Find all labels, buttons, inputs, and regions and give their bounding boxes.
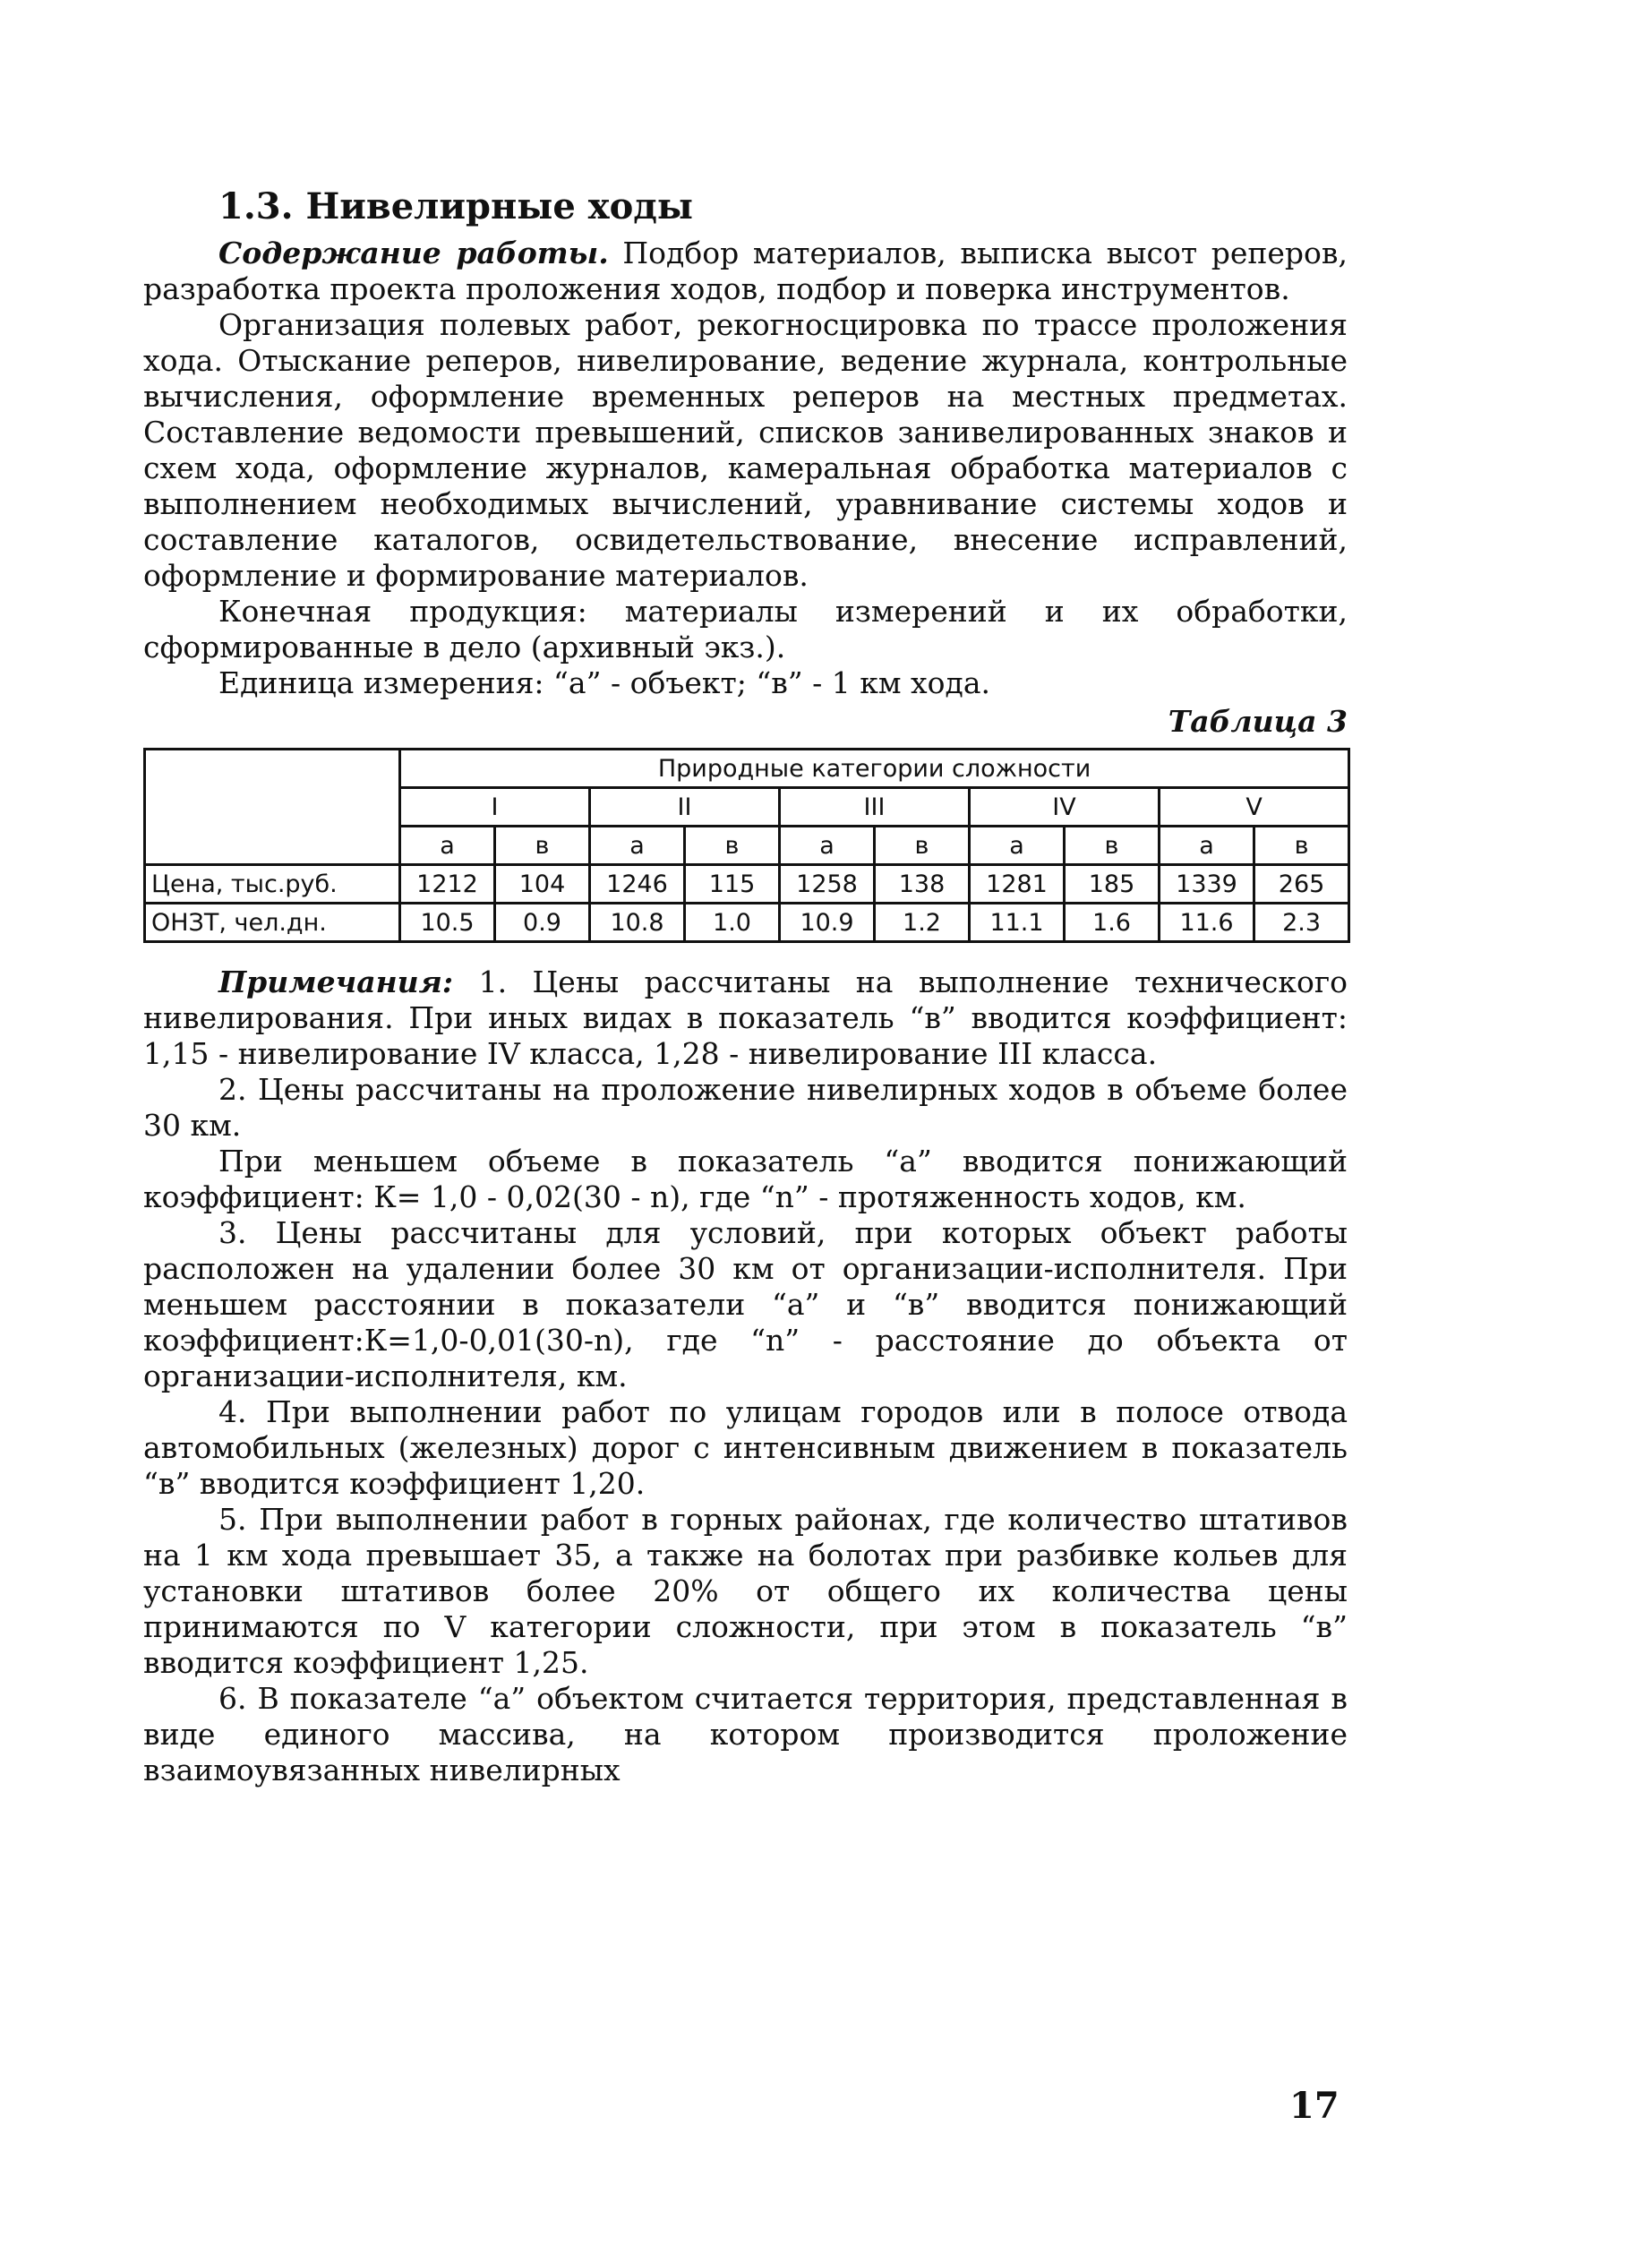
- subheader-cell: в: [685, 827, 780, 865]
- note-4: 4. При выполнении работ по улицам городов или в полосе отвода автомобильных (железных) дорог с интенсивным движением в показатель “в” вводится коэффициент 1,20.: [143, 1394, 1348, 1501]
- subheader-cell: а: [590, 827, 685, 865]
- intro-lead: Содержание работы.: [218, 236, 609, 270]
- table-cell: 1212: [400, 865, 495, 904]
- intro-paragraph-3: Конечная продукция: материалы измерений и их обработки, сформированные в дело (архивный экз.).: [143, 594, 1348, 664]
- section-title: 1.3. Нивелирные ходы: [218, 185, 694, 227]
- subheader-cell: а: [400, 827, 495, 865]
- subheader-cell: в: [1254, 827, 1349, 865]
- subheader-cell: а: [780, 827, 875, 865]
- table-group-header: Природные категории сложности: [400, 750, 1349, 788]
- row-label: Цена, тыс.руб.: [145, 865, 400, 904]
- table-cell: 10.8: [590, 904, 685, 942]
- note-3: 3. Цены рассчитаны для условий, при которых объект работы расположен на удалении более 30 км от организации-исполнителя. При меньшем расстоянии в показатели “а” и “в” вводится понижающий коэффициент:К=1,0-0,01(30-n), где “n” - расстояние до объекта от организации-исполнителя, км.: [143, 1215, 1348, 1393]
- table-cell: 115: [685, 865, 780, 904]
- subheader-cell: в: [1065, 827, 1160, 865]
- intro-paragraph-4: Единица измерения: “а” - объект; “в” - 1 км хода.: [218, 665, 991, 700]
- table-row: [145, 865, 1349, 904]
- table-corner-cell: [145, 750, 400, 865]
- table-cell: 10.5: [400, 904, 495, 942]
- table-cell: 1246: [590, 865, 685, 904]
- table-cell: 1.0: [685, 904, 780, 942]
- price-table: [143, 748, 1350, 943]
- subheader-cell: в: [495, 827, 590, 865]
- intro-paragraph-2: Организация полевых работ, рекогносцировка по трассе проложения хода. Отыскание реперов, нивелирование, ведение журнала, контрольные вычисления, оформление временных реперов на местных предметах. Составление ведомости превышений, списков занивелированных знаков и схем хода, оформление журналов, камеральная обработка материалов с выполнением необходимых вычислений, уравнивание системы ходов и составление каталогов, освидетельствование, внесение исправлений, оформление и формирование материалов.: [143, 307, 1348, 593]
- table-header-row-group: [145, 750, 1349, 788]
- table-cell: 1.6: [1065, 904, 1160, 942]
- page-content: [143, 184, 1348, 1788]
- category-header: V: [1160, 788, 1349, 827]
- subheader-cell: а: [970, 827, 1065, 865]
- table-cell: 138: [875, 865, 970, 904]
- notes-lead: Примечания:: [218, 964, 454, 999]
- table-cell: 11.6: [1160, 904, 1254, 942]
- table-cell: 265: [1254, 865, 1349, 904]
- category-header: II: [590, 788, 780, 827]
- category-header: I: [400, 788, 590, 827]
- table-cell: 1.2: [875, 904, 970, 942]
- intro-paragraph-1-text: Подбор материалов, выписка высот реперов, разработка проекта проложения ходов, подбор и поверка инструментов.: [143, 236, 1348, 306]
- note-6: 6. В показателе “а” объектом считается территория, представленная в виде единого массива, на котором производится проложение взаимоувязанных нивелирных: [143, 1681, 1348, 1787]
- table-caption: Таблица 3: [1168, 704, 1348, 739]
- table-cell: 1339: [1160, 865, 1254, 904]
- table-cell: 1281: [970, 865, 1065, 904]
- category-header: III: [780, 788, 970, 827]
- intro-paragraph-1: [143, 236, 1348, 307]
- table-cell: 185: [1065, 865, 1160, 904]
- table-cell: 104: [495, 865, 590, 904]
- table-cell: 10.9: [780, 904, 875, 942]
- table-cell: 11.1: [970, 904, 1065, 942]
- subheader-cell: а: [1160, 827, 1254, 865]
- notes-section: [143, 964, 1348, 1788]
- table-cell: 2.3: [1254, 904, 1349, 942]
- note-5: 5. При выполнении работ в горных районах, где количество штативов на 1 км хода превышает 35, а также на болотах при разбивке кольев для установки штативов более 20% от общего их количества цены принимаются по V категории сложности, при этом в показатель “в” вводится коэффициент 1,25.: [143, 1502, 1348, 1680]
- subheader-cell: в: [875, 827, 970, 865]
- note-1: [143, 964, 1348, 1072]
- page-number: 17: [1289, 2085, 1340, 2127]
- table-row: [145, 904, 1349, 942]
- note-2: 2. Цены рассчитаны на проложение нивелирных ходов в объеме более 30 км.: [143, 1072, 1348, 1143]
- note-1-text: 1. Цены рассчитаны на выполнение технического нивелирования. При иных видах в показатель “в” вводится коэффициент: 1,15 - нивелирование IV класса, 1,28 - нивелирование III класса.: [143, 964, 1348, 1071]
- row-label: ОНЗТ, чел.дн.: [145, 904, 400, 942]
- category-header: IV: [970, 788, 1160, 827]
- table-cell: 0.9: [495, 904, 590, 942]
- table-cell: 1258: [780, 865, 875, 904]
- note-2-continued: При меньшем объеме в показатель “а” вводится понижающий коэффициент: К= 1,0 - 0,02(30 - n), где “n” - протяженность ходов, км.: [143, 1144, 1348, 1214]
